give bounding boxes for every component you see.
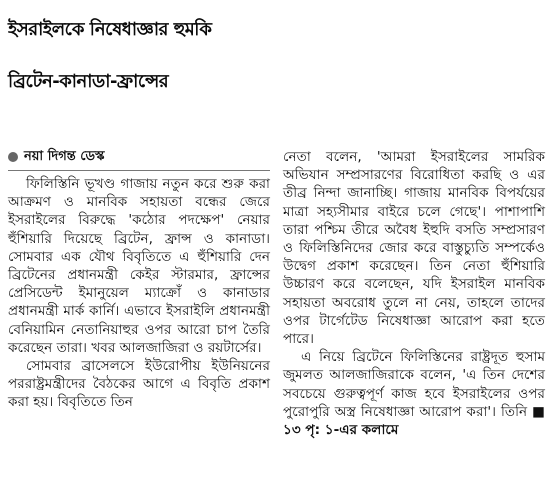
right-paragraph-1: নেতা বলেন, 'আমরা ইসরাইলের সামরিক অভিযান সম্প্রসারণের বিরোধিতা করছি ও এর তীব্র নিন্দা জানাচ্ছি। গাজায় মানবিক বিপর্যয়ের মাত্রা সহ্যসীমার বাইরে চলে গেছে'। পাশাপাশি তারা পশ্চিম তীরে অবৈধ ইহুদি বসতি সম্প্রসারণ ও ফিলিস্তিনিদের জোর করে বাস্তুচ্যুতি সম্পর্কেও উদ্বেগ প্রকাশ করেছেন। তিন নেতা হুঁশিয়ারি উচ্চারণ করে বলেছেন, যদি ইসরাইল মানবিক সহায়তা অবরোধ তুলে না নেয়, তাহলে তাদের ওপর টার্গেটেড নিষেধাজ্ঞা আরোপ করা হতে পারে।: [283, 149, 545, 348]
right-paragraph-2-text: এ নিয়ে ব্রিটেনে ফিলিস্তিনের রাষ্ট্রদূত হুসাম জুমলত আলজাজিরাকে বলেন, 'এ তিন দেশের সবচেয়ে গুরুত্বপূর্ণ কাজ হবে ইসরাইলের ওপর পুরোপুরি অস্ত্র নিষেধাজ্ঞা আরোপ করা'। তিনি: [283, 349, 545, 420]
right-paragraph-2: [283, 348, 545, 439]
right-column: [283, 148, 545, 439]
byline: [8, 148, 270, 166]
left-paragraph-1: ফিলিস্তিনি ভূখণ্ড গাজায় নতুন করে শুরু করা আক্রমণ ও মানবিক সহায়তা বন্ধের জেরে ইসরাইলের বিরুদ্ধে 'কঠোর পদক্ষেপ' নেয়ার হুঁশিয়ারি দিয়েছে ব্রিটেন, ফ্রান্স ও কানাডা। সোমবার এক যৌথ বিবৃতিতে এ হুঁশিয়ারি দেন ব্রিটেনের প্রধানমন্ত্রী কেইর স্টারমার, ফ্রান্সের প্রেসিডেন্ট ইমানুয়েল ম্যাক্রোঁ ও কানাডার প্রধানমন্ত্রী মার্ক কার্নি। এভাবে ইসরাইলি প্রধানমন্ত্রী বেনিয়ামিন নেতানিয়াহুর ওপর আরো চাপ তৈরি করেছেন তারা। খবর আলজাজিরা ও রয়টার্সের।: [8, 176, 270, 356]
byline-divider: [8, 170, 270, 171]
headline-line-2: ব্রিটেন-কানাডা-ফ্রান্সের: [8, 71, 169, 92]
headline: [8, 4, 548, 108]
bullet-icon: [8, 152, 18, 162]
continuation-reference: ■ ১৩ পৃ: ১-এর কলামে: [283, 403, 545, 439]
headline-line-1: ইসরাইলকে নিষেধাজ্ঞার হুমকি: [8, 19, 212, 40]
left-paragraph-2: সোমবার ব্রাসেলসে ইউরোপীয় ইউনিয়নের পররাষ্ট্রমন্ত্রীদের বৈঠকের আগে এ বিবৃতি প্রকাশ করা হয়। বিবৃতিতে তিন: [8, 358, 270, 411]
left-column: [8, 148, 270, 412]
byline-text: নয়া দিগন্ত ডেস্ক: [24, 148, 105, 164]
